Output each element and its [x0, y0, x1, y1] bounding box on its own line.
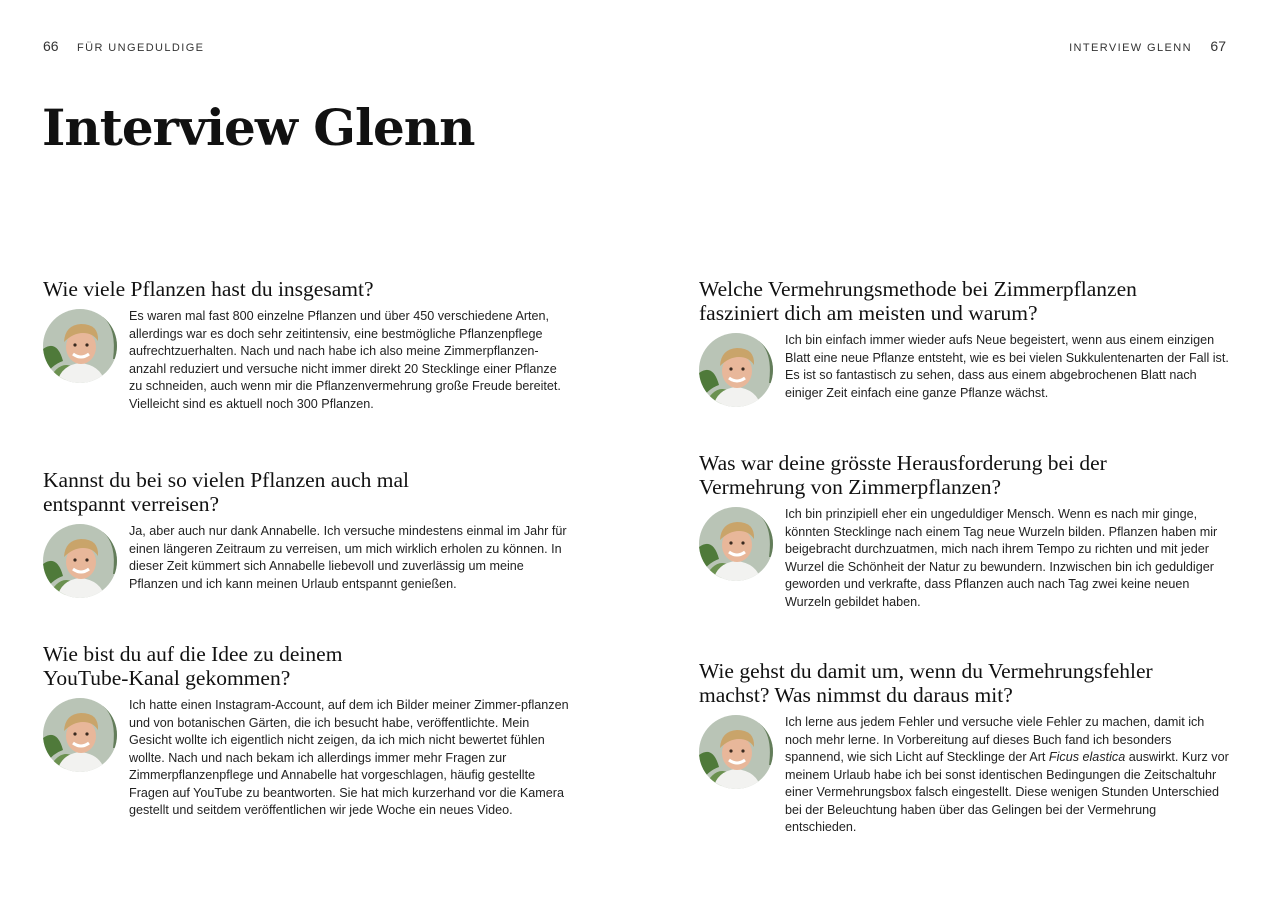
running-title-right: INTERVIEW GLENN: [1069, 42, 1192, 54]
portrait-avatar: [699, 715, 773, 789]
qa-block: [699, 277, 1229, 407]
answer-text: Ich bin prinzipiell eher ein ungeduldiger Mensch. Wenn es nach mir ginge, könnten Stecklinge nach einem Tag neue Wurzeln bilden. Pflanzen haben mir beigebracht durchzuatmen, mich nach ihrem Tempo zu richten und mit jeder Wurzel die Schönheit der Natur zu bewundern. Inzwischen bin ich geduldiger geworden und verkrafte, dass Pflanzen auch nach Tag zwei keine neuen Wurzeln gebildet haben.: [785, 507, 1218, 609]
portrait-avatar: [699, 333, 773, 407]
portrait-avatar: [43, 524, 117, 598]
question-heading: Was war deine grösste Herausforderung bei der Vermehrung von Zimmerpflanzen?: [699, 451, 1107, 499]
answer-text: Es waren mal fast 800 einzelne Pflanzen und über 450 verschiedene Arten, allerdings war es doch sehr zeitintensiv, eine bestmögliche Pflanzenpflege aufrechtzuerhalten. Nach und nach habe ich also meine Zimmerpflanzen-anzahl reduziert und versuche nicht immer direkt 20 Stecklinge einer Pflanze zu schneiden, auch wenn mir die Pflanzenvermehrung große Freude bereitet. Vielleicht sind es aktuell noch 300 Pflanzen.: [129, 309, 561, 411]
qa-block: [43, 468, 573, 598]
answer-text-part: auswirkt. Kurz vor meinem Urlaub habe ich bei sonst identischen Bedingungen die Zeitschaltuhr einer Vermehrungsbox falsch eingestellt. Diese wenigen Stunden Unterschied bei der Beleuchtung haben über das Gelingen bei der Vermehrung entschieden.: [785, 750, 1229, 834]
question-heading: Wie bist du auf die Idee zu deinem YouTube-Kanal gekommen?: [43, 642, 343, 690]
portrait-avatar: [43, 698, 117, 772]
qa-block: [699, 451, 1229, 611]
page-number-left: 66: [43, 38, 59, 54]
page-title: Interview Glenn: [42, 98, 475, 157]
question-heading: Wie viele Pflanzen hast du insgesamt?: [43, 277, 374, 301]
qa-block: [43, 642, 573, 820]
portrait-avatar: [43, 309, 117, 383]
species-name: Ficus elastica: [1048, 750, 1126, 764]
question-heading: Wie gehst du damit um, wenn du Vermehrungsfehler machst? Was nimmst du daraus mit?: [699, 659, 1153, 707]
answer-text: Ich hatte einen Instagram-Account, auf dem ich Bilder meiner Zimmer-pflanzen und von botanischen Gärten, die ich besucht habe, veröffentlichte. Mein Gesicht wollte ich eigentlich nicht zeigen, da ich mich nicht bewertet fühlen wollte. Nach und nach bekam ich allerdings immer mehr Fragen zur Zimmerpflanzenpflege und Annabelle hat vorgeschlagen, häufig gestellte Fragen auf YouTube zu beantworten. Sie hat mich kurzerhand vor die Kamera gestellt und seitdem veröffentlichen wir jede Woche ein neues Video.: [129, 698, 569, 817]
qa-block: [43, 277, 573, 413]
question-heading: Welche Vermehrungsmethode bei Zimmerpflanzen fasziniert dich am meisten und warum?: [699, 277, 1137, 325]
question-heading: Kannst du bei so vielen Pflanzen auch mal entspannt verreisen?: [43, 468, 409, 516]
answer-text: [785, 714, 1229, 837]
answer-text-part: Ich lerne aus jedem Fehler und versuche viele Fehler zu machen, damit ich noch mehr lerne. In Vorbereitung auf dieses Buch fand ich besonders spannend, wie sich Licht auf Stecklinge der Art: [785, 715, 1205, 764]
running-header-right: [1069, 38, 1226, 54]
qa-block: [699, 659, 1229, 837]
running-header-left: [43, 38, 204, 54]
answer-text: Ich bin einfach immer wieder aufs Neue begeistert, wenn aus einem einzigen Blatt eine neue Pflanze entsteht, wie es bei vielen Sukkulentenarten der Fall ist. Es ist so fantastisch zu sehen, dass aus einem abgebrochenen Blatt nach einiger Zeit einfach eine ganze Pflanze wächst.: [785, 333, 1229, 400]
running-title-left: FÜR UNGEDULDIGE: [77, 42, 205, 54]
page-number-right: 67: [1210, 38, 1226, 54]
answer-text: Ja, aber auch nur dank Annabelle. Ich versuche mindestens einmal im Jahr für einen längeren Zeitraum zu verreisen, um mich wirklich erholen zu können. In dieser Zeit kümmert sich Annabelle liebevoll und zuverlässig um meine Pflanzen und ich kann meinen Urlaub entspannt genießen.: [129, 524, 567, 591]
portrait-avatar: [699, 507, 773, 581]
